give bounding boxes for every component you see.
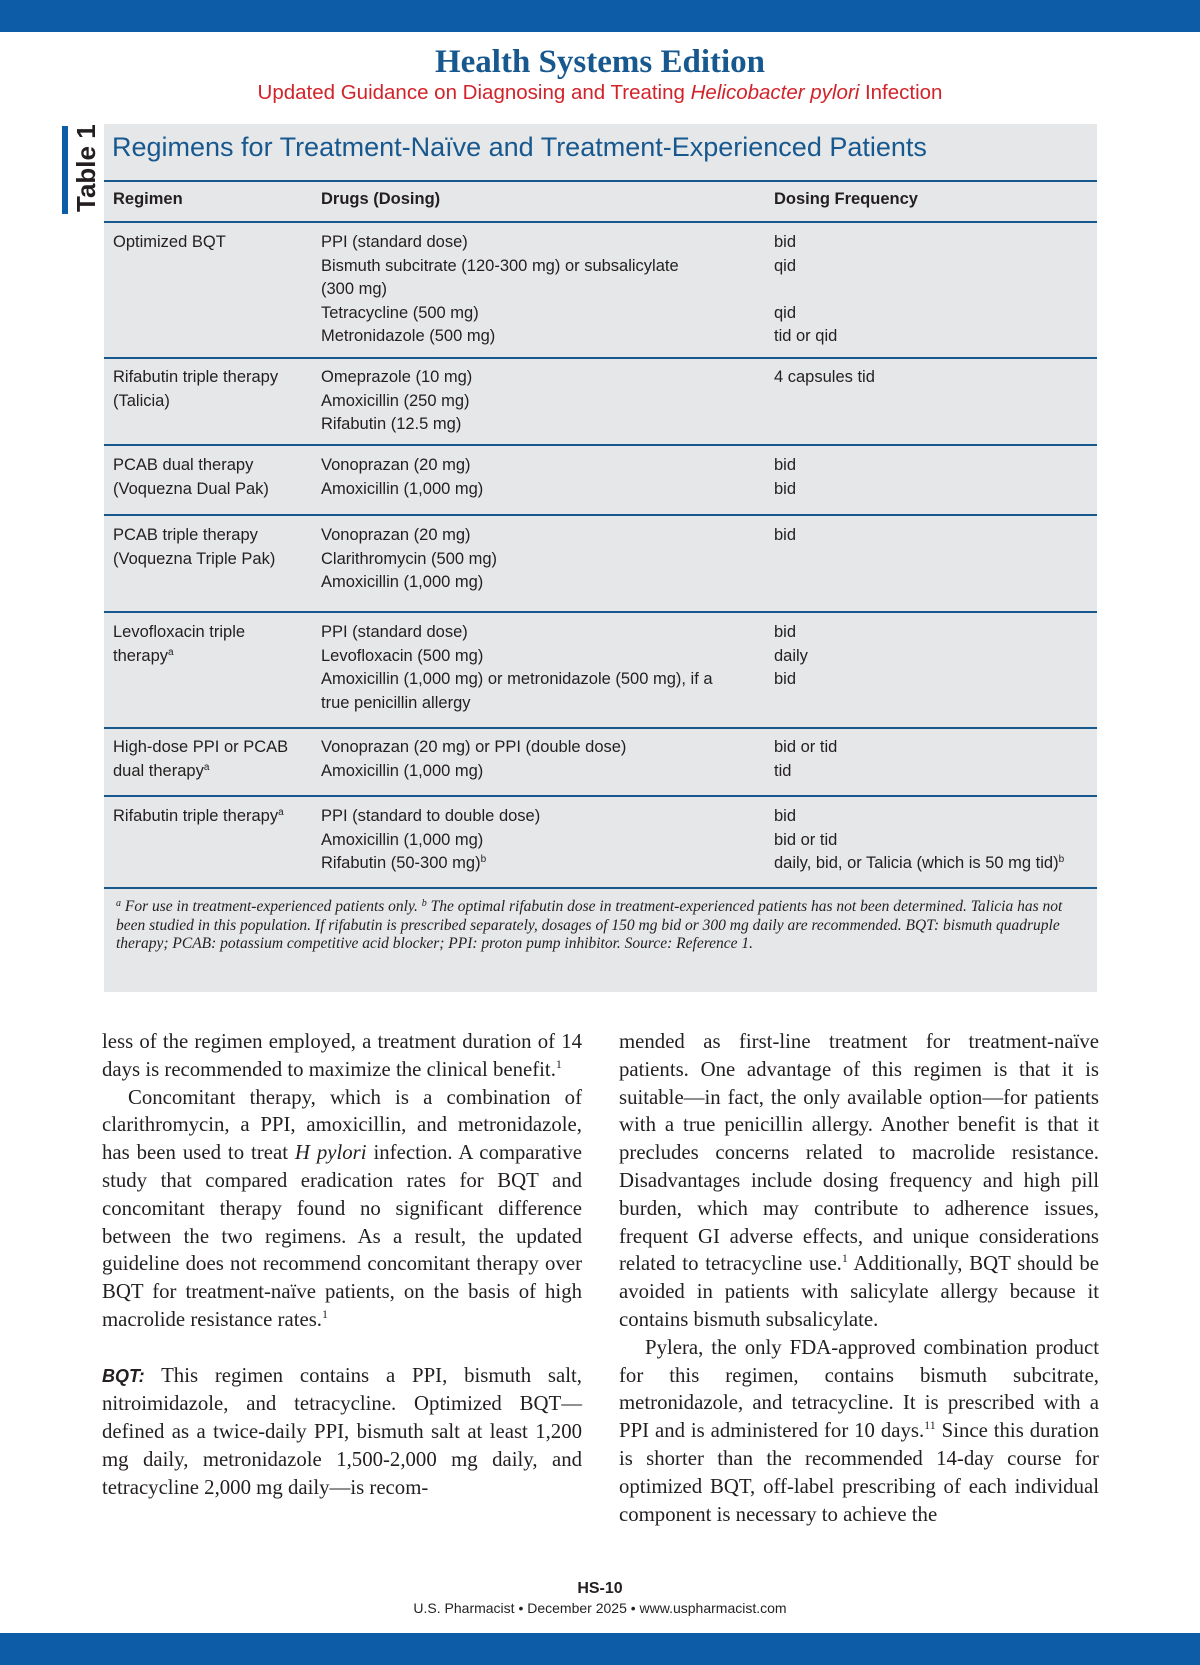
regimen-line: PCAB triple therapy	[113, 526, 258, 544]
row-5-drugs	[321, 621, 713, 715]
regimen-line: Levofloxacin triple	[113, 623, 246, 641]
frequency-line: bid	[774, 479, 797, 498]
footnote-mark-b: b	[421, 898, 427, 909]
bottom-color-band	[0, 1633, 1200, 1665]
footnote-a-text: For use in treatment-experienced patients only.	[121, 898, 422, 915]
frequency-line: 4 capsules tid	[774, 368, 875, 386]
regimen-text: therapy	[113, 646, 169, 665]
paragraph	[619, 1334, 1099, 1529]
row-2-drugs	[321, 366, 472, 437]
regimen-text: Rifabutin triple therapy	[113, 807, 279, 825]
drug-line: Omeprazole (10 mg)	[321, 368, 473, 386]
section-lead: BQT:	[102, 1365, 145, 1386]
drug-line: Vonoprazan (20 mg)	[321, 456, 471, 474]
frequency-line: bid	[774, 623, 797, 641]
frequency-line: qid	[774, 256, 797, 275]
table-rule	[104, 357, 1097, 359]
row-7-regimen	[113, 805, 284, 829]
row-3-drugs	[321, 454, 483, 501]
frequency-line: bid	[774, 807, 797, 825]
footnote-mark-a: a	[116, 898, 121, 909]
table-tab-label: Table 1	[71, 124, 101, 212]
footnote-mark-b: b	[1058, 854, 1065, 865]
table-footnote	[116, 898, 1086, 954]
table-rule	[104, 514, 1097, 516]
regimen-line	[113, 645, 245, 669]
page-number: HS-10	[577, 1580, 623, 1597]
drug-line: Amoxicillin (1,000 mg)	[321, 573, 484, 591]
row-5-frequency	[774, 621, 808, 692]
body-column-right	[619, 1028, 1099, 1528]
footnote-mark-a: a	[203, 761, 210, 773]
drug-line: Amoxicillin (1,000 mg)	[321, 761, 484, 780]
row-1-frequency	[774, 231, 837, 349]
regimen-line: PCAB dual therapy	[113, 456, 254, 474]
subtitle-part: Infection	[859, 81, 943, 104]
regimen-line: (Voquezna Dual Pak)	[113, 479, 269, 498]
paragraph-text: Pylera, the only FDA-approved combination product for this regimen, contains bismuth subcitrate, metronidazole, and tetracycline. It is prescribed with a PPI and is administered for 10 days.	[619, 1335, 1099, 1443]
article-subtitle	[0, 81, 1200, 105]
drug-line: PPI (standard dose)	[321, 623, 468, 641]
row-2-regimen	[113, 366, 278, 413]
frequency-line: qid	[774, 303, 797, 322]
frequency-line: bid	[774, 526, 797, 544]
table-rule	[104, 180, 1097, 182]
table-title: Regimens for Treatment-Naïve and Treatment-Experienced Patients	[112, 132, 927, 162]
drug-line: Bismuth subcitrate (120-300 mg) or subsalicylate	[321, 256, 679, 275]
row-7-frequency	[774, 805, 1064, 876]
footnote-b-text: The optimal rifabutin dose in treatment-experienced patients has not been determined. Talicia has not been studied in this population. If rifabutin is prescribed separately, dosages of 150 mg bid or 300 mg daily are recommended. BQT: bismuth quadruple therapy; PCAB: potassium competitive acid blocker; PPI: proton pump inhibitor. Source: Reference 1.	[116, 898, 1063, 952]
table-tab-marker	[62, 126, 68, 214]
table-rule	[104, 444, 1097, 446]
drug-line: Vonoprazan (20 mg)	[321, 526, 471, 544]
frequency-line: bid or tid	[774, 830, 838, 849]
species-name: H pylori	[294, 1141, 367, 1165]
paragraph-text: Concomitant therapy, which is a combination of clarithromycin, a PPI, amoxicillin, and metronidazole, has been used to treat	[102, 1085, 582, 1165]
row-6-frequency	[774, 736, 837, 783]
drug-line	[321, 852, 540, 876]
drug-line: Tetracycline (500 mg)	[321, 303, 479, 322]
subtitle-part: Updated Guidance on Diagnosing and Treating	[257, 81, 691, 104]
row-4-frequency	[774, 524, 796, 548]
drug-line: (300 mg)	[321, 280, 388, 298]
paragraph-text: Additionally, BQT should be avoided in patients with salicylate allergy because it contains bismuth subsalicylate.	[619, 1252, 1099, 1331]
footnote-mark-b: b	[480, 854, 487, 865]
regimen-line: (Talicia)	[113, 391, 170, 410]
frequency-line: tid	[774, 761, 792, 780]
drug-line: PPI (standard to double dose)	[321, 807, 541, 825]
drug-line: Vonoprazan (20 mg) or PPI (double dose)	[321, 738, 627, 756]
reference-marker: 1	[555, 1056, 562, 1071]
row-4-drugs	[321, 524, 497, 595]
frequency-line: bid	[774, 233, 797, 251]
subtitle-species: Helicobacter pylori	[690, 81, 860, 104]
drug-line: PPI (standard dose)	[321, 233, 468, 251]
table-rule	[104, 611, 1097, 613]
row-6-regimen	[113, 736, 288, 783]
drug-line: true penicillin allergy	[321, 693, 471, 712]
row-4-regimen	[113, 524, 275, 571]
regimen-line: Rifabutin triple therapy	[113, 368, 279, 386]
regimen-line: Optimized BQT	[113, 233, 226, 251]
regimen-line: (Voquezna Triple Pak)	[113, 549, 276, 568]
table-rule	[104, 887, 1097, 889]
drug-line: Amoxicillin (1,000 mg)	[321, 479, 484, 498]
frequency-line: bid or tid	[774, 738, 838, 756]
frequency-line: daily	[774, 646, 808, 665]
drug-line: Levofloxacin (500 mg)	[321, 646, 484, 665]
drug-line: Clarithromycin (500 mg)	[321, 549, 498, 568]
paragraph-text: infection. A comparative study that compared eradication rates for BQT and concomitant therapy found no significant difference between the two regimens. As a result, the updated guideline does not recommend concomitant therapy over BQT for treatment-naïve patients, on the basis of high macrolide resistance rates.	[102, 1141, 582, 1331]
body-column-left	[102, 1028, 582, 1502]
row-3-regimen	[113, 454, 269, 501]
table-rule	[104, 795, 1097, 797]
frequency-line: bid	[774, 670, 797, 688]
table-rule	[104, 221, 1097, 223]
paragraph-text: less of the regimen employed, a treatment duration of 14 days is recommended to maximize the clinical benefit.	[102, 1030, 582, 1081]
reference-marker: 1	[322, 1306, 328, 1321]
row-6-drugs	[321, 736, 626, 783]
paragraph	[102, 1084, 582, 1334]
drug-line: Metronidazole (500 mg)	[321, 327, 496, 345]
frequency-line: bid	[774, 456, 797, 474]
frequency-text: daily, bid, or Talicia (which is 50 mg tid)	[774, 854, 1059, 872]
paragraph	[102, 1028, 582, 1084]
drug-line: Amoxicillin (250 mg)	[321, 391, 470, 410]
footer-publication-line: U.S. Pharmacist • December 2025 • www.uspharmacist.com	[413, 1600, 787, 1616]
edition-title: Health Systems Edition	[434, 44, 766, 80]
header-drugs: Drugs (Dosing)	[321, 190, 441, 208]
paragraph	[619, 1028, 1099, 1334]
regimen-text: dual therapy	[113, 761, 204, 780]
footnote-mark-a: a	[168, 646, 174, 658]
regimen-line: High-dose PPI or PCAB	[113, 738, 289, 756]
frequency-line: tid or qid	[774, 327, 838, 345]
row-5-regimen	[113, 621, 245, 668]
footnote-mark-a: a	[278, 807, 284, 818]
reference-marker: 1	[841, 1251, 848, 1266]
row-1-drugs	[321, 231, 679, 349]
header-frequency: Dosing Frequency	[774, 190, 918, 208]
drug-line: Rifabutin (12.5 mg)	[321, 415, 462, 433]
row-3-frequency	[774, 454, 796, 501]
regimen-line	[113, 805, 284, 829]
paragraph-text: This regimen contains a PPI, bismuth salt, nitroimidazole, and tetracycline. Optimized BQT—defined as a twice-daily PPI, bismuth salt at least 1,200 mg daily, metronidazole 1,500-2,000 mg daily, and tetracycline 2,000 mg daily—is recom-	[102, 1363, 582, 1499]
drug-line: Amoxicillin (1,000 mg) or metronidazole (500 mg), if a	[321, 670, 713, 688]
reference-marker: 11	[924, 1418, 936, 1433]
regimen-line	[113, 760, 288, 784]
frequency-line	[774, 278, 837, 302]
row-7-drugs	[321, 805, 540, 876]
row-2-frequency	[774, 366, 875, 390]
drug-line: Amoxicillin (1,000 mg)	[321, 830, 484, 849]
frequency-line	[774, 852, 1064, 876]
paragraph	[102, 1362, 582, 1502]
regimens-table	[104, 124, 1097, 992]
row-1-regimen	[113, 231, 226, 255]
paragraph-text: mended as first-line treatment for treatment-naïve patients. One advantage of this regimen is that it is suitable—in fact, the only available option—for patients with a true penicillin allergy. Another benefit is that it precludes concerns related to macrolide resistance. Disadvantages include dosing frequency and high pill burden, which may contribute to adherence issues, frequent GI adverse effects, and unique considerations related to tetracycline use.	[619, 1030, 1099, 1276]
table-rule	[104, 727, 1097, 729]
drug-text: Rifabutin (50-300 mg)	[321, 854, 481, 872]
header-regimen: Regimen	[113, 190, 183, 208]
top-color-band	[0, 0, 1200, 32]
paragraph-text: Since this duration is shorter than the recommended 14-day course for optimized BQT, off-label prescribing of each individual component is necessary to achieve the	[619, 1419, 1100, 1526]
